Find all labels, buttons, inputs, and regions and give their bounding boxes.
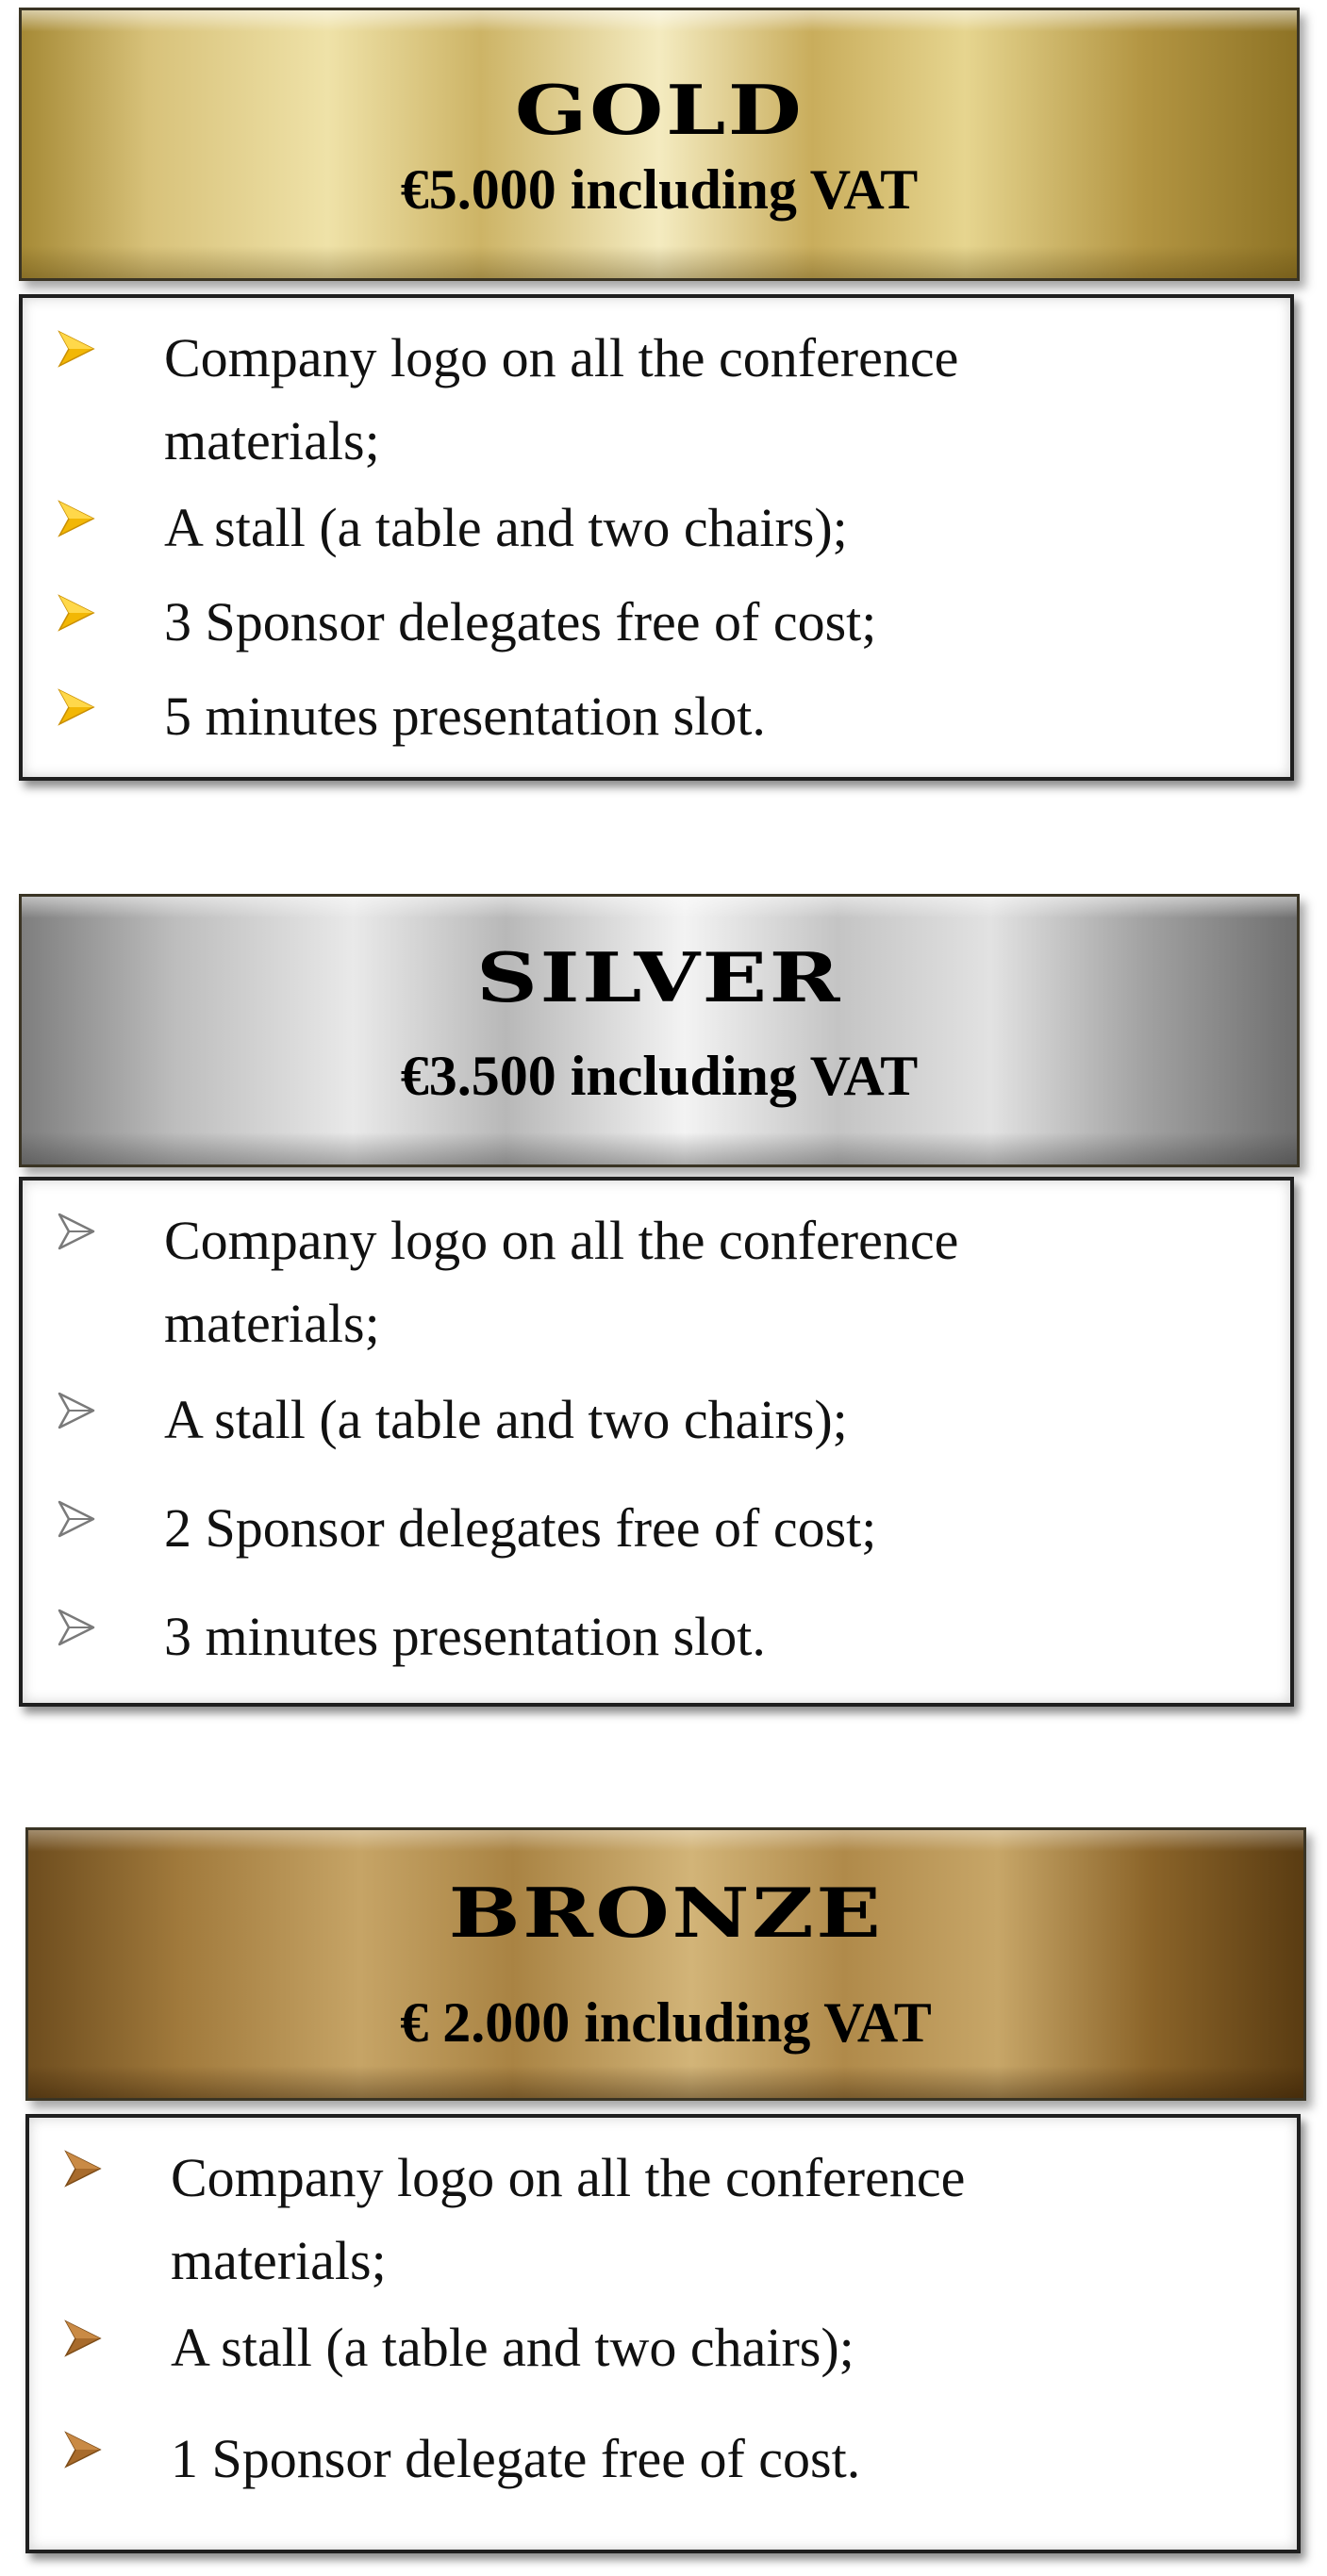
tier-price: €3.500 including VAT (400, 1045, 919, 1107)
benefit-list (19, 1177, 1294, 1707)
arrow-bullet-icon (56, 498, 97, 539)
arrow-bullet-icon (56, 1498, 97, 1540)
arrow-bullet-icon (56, 1390, 97, 1431)
tier-plaque (19, 8, 1300, 281)
tier-price: € 2.000 including VAT (400, 1991, 932, 2054)
benefit-text: 1 Sponsor delegate free of cost. (171, 2428, 861, 2489)
benefit-text: A stall (a table and two chairs); (164, 1389, 848, 1450)
benefit-text: 5 minutes presentation slot. (164, 685, 766, 747)
arrow-bullet-icon (62, 2148, 104, 2189)
benefit-text: 2 Sponsor delegates free of cost; (164, 1497, 877, 1559)
benefit-text: Company logo on all the conference materials; (171, 2147, 966, 2291)
arrow-bullet-icon (62, 2318, 104, 2359)
benefit-text: A stall (a table and two chairs); (171, 2317, 854, 2378)
arrow-bullet-icon (62, 2429, 104, 2470)
tier-name: GOLD (514, 70, 804, 150)
benefit-list (25, 2114, 1301, 2553)
benefit-list (19, 294, 1294, 781)
tier-name: SILVER (476, 937, 842, 1017)
arrow-bullet-icon (56, 1211, 97, 1252)
tier-plaque (19, 894, 1300, 1167)
tier-name: BRONZE (448, 1873, 884, 1953)
arrow-bullet-icon (56, 328, 97, 370)
benefit-text: A stall (a table and two chairs); (164, 497, 848, 558)
benefit-text: Company logo on all the conference materials; (164, 327, 959, 471)
tier-plaque (25, 1827, 1306, 2101)
benefit-text: Company logo on all the conference materials; (164, 1210, 959, 1354)
benefit-text: 3 minutes presentation slot. (164, 1606, 766, 1667)
tier-price: €5.000 including VAT (400, 158, 919, 221)
benefit-text: 3 Sponsor delegates free of cost; (164, 591, 877, 652)
arrow-bullet-icon (56, 686, 97, 728)
arrow-bullet-icon (56, 592, 97, 634)
arrow-bullet-icon (56, 1607, 97, 1648)
